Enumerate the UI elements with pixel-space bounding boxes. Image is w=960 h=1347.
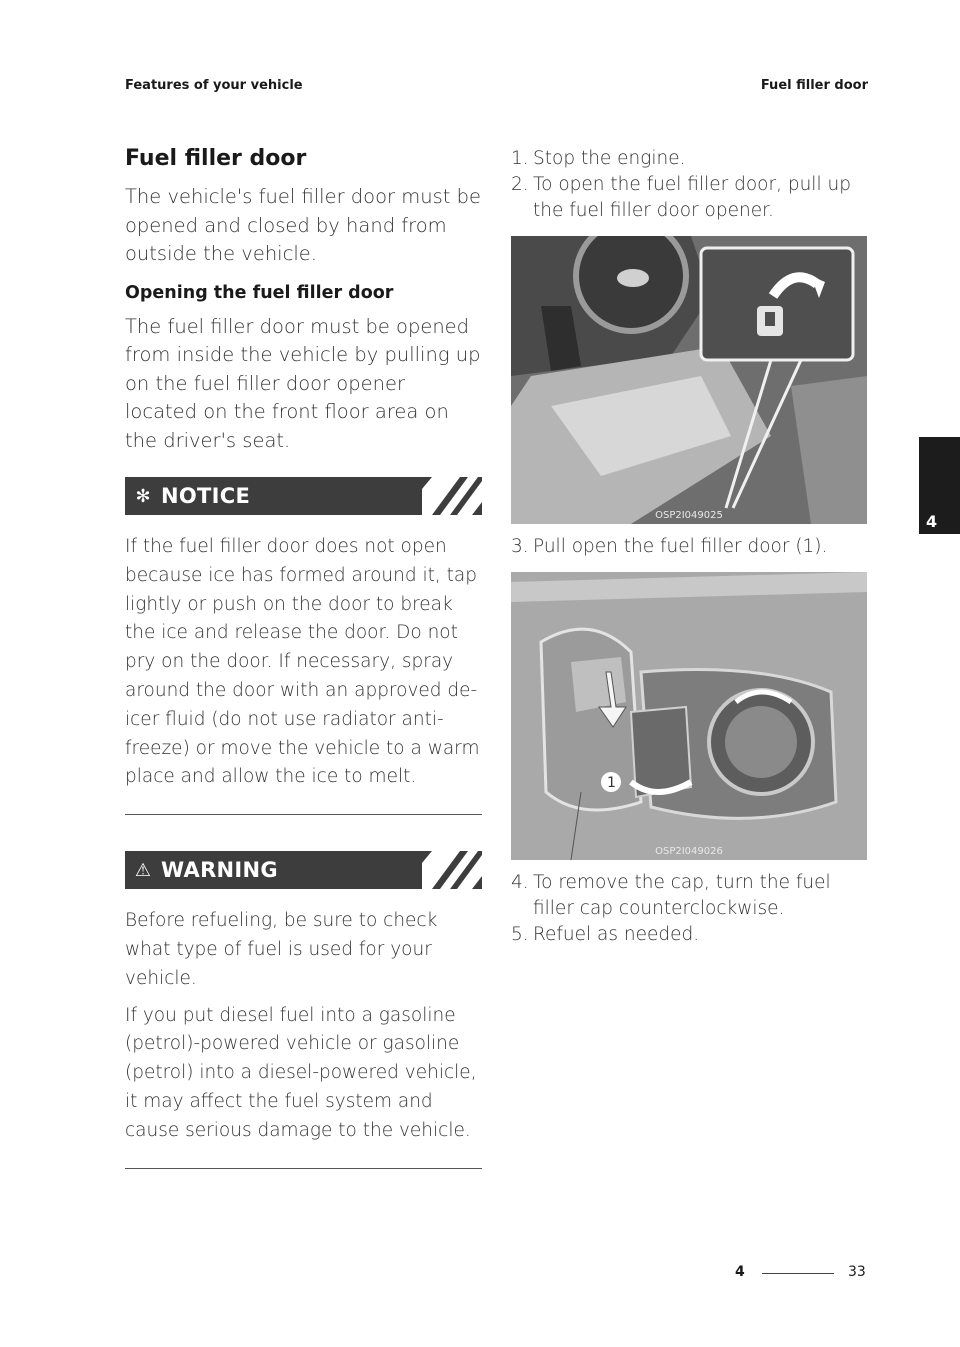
step-item [511,146,871,172]
page-title: Fuel filler door [125,146,307,171]
intro-paragraph: The vehicle's fuel filler door must be opened and closed by hand from outside the vehicle. [125,185,481,265]
warning-body [125,907,482,1145]
notice-text: If the fuel filler door does not open because ice has formed around it, tap lightly or push on the door to break the ice and release the door. Do not pry on the door. If necessary, spray around the door with an approved de-icer fluid (do not use radiator anti-freeze) or move the vehicle to a warm place and allow the ice to melt. [125,536,480,788]
notice-label: NOTICE [161,484,251,508]
left-column [125,146,482,1169]
figure-code: OSP2I049025 [655,510,723,521]
footer-rule [762,1273,834,1274]
step-text: To open the fuel filler door, pull up the fuel filler door opener. [533,174,851,221]
notice-asterisk-icon: ✻ [135,485,151,507]
step-text: Stop the engine. [533,148,686,169]
warning-divider [125,1168,482,1169]
running-header-topic: Fuel filler door [760,78,868,93]
fuel-door-illustration [511,572,867,860]
opening-subheading: Opening the fuel filler door [125,282,394,303]
warning-triangle-icon: ⚠ [134,859,152,881]
step-number: 1. [511,148,529,169]
step-text: Refuel as needed. [533,924,700,945]
footer-chapter: 4 [735,1264,745,1280]
interior-illustration [511,236,867,524]
banner-slash-decoration [422,477,482,515]
step-item [511,922,871,948]
notice-banner [125,477,482,515]
callout-number: 1 [607,775,616,791]
step-item [511,870,871,922]
step-number: 2. [511,174,529,195]
running-header-section: Features of your vehicle [125,78,303,93]
warning-paragraph-2: If you put diesel fuel into a gasoline (petrol)-powered vehicle or gasoline (petrol) into a diesel-powered vehicle, it may affect the fuel system and cause serious damage to the vehicle. [125,1004,477,1141]
right-column [511,146,871,948]
warning-paragraph-1: Before refueling, be sure to check what type of fuel is used for your vehicle. [125,910,438,989]
banner-slash-decoration [422,851,482,889]
step-text: To remove the cap, turn the fuel filler cap counterclockwise. [533,872,831,919]
step-number: 5. [511,924,529,945]
step-text: Pull open the fuel filler door (1). [533,536,828,557]
step-item [511,172,871,224]
notice-divider [125,814,482,815]
figure-code: OSP2I049026 [655,846,723,857]
step-number: 4. [511,872,529,893]
step-item [511,534,871,560]
page-number: 33 [848,1264,866,1280]
figure-fuel-door [511,572,867,860]
notice-body [125,533,482,792]
warning-label: WARNING [161,858,278,883]
chapter-tab-number: 4 [926,512,938,531]
opening-paragraph: The fuel filler door must be opened from inside the vehicle by pulling up on the fuel filler door opener located on the front floor area on the driver's seat. [125,314,481,452]
step-number: 3. [511,536,529,557]
figure-interior-opener [511,236,867,524]
warning-banner [125,851,482,889]
